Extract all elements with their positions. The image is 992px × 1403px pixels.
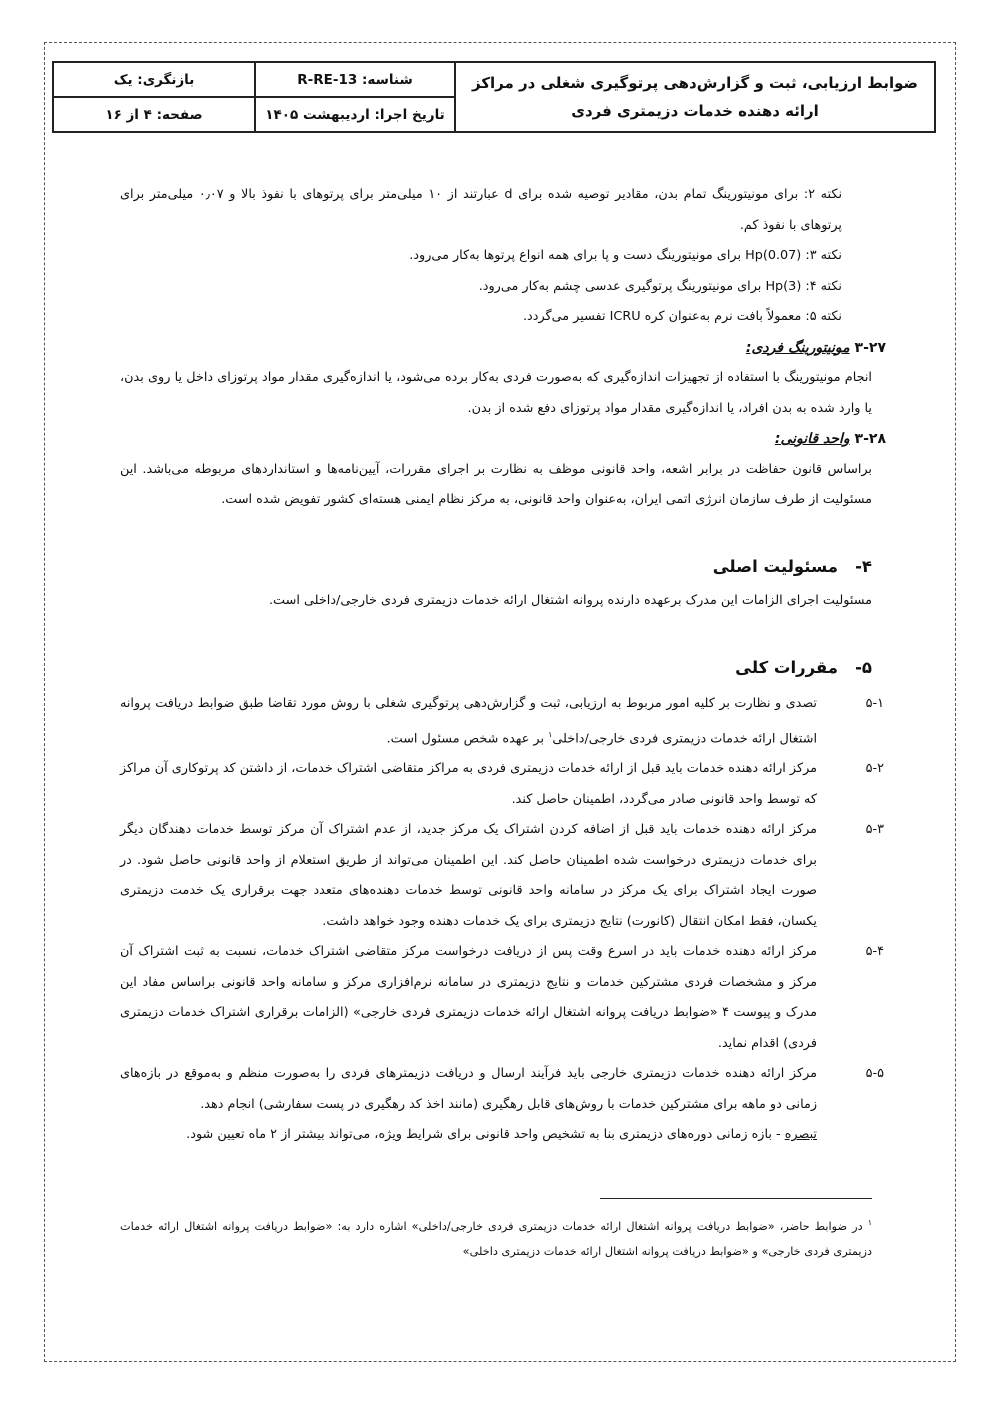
title-line-2: ارائه دهنده خدمات دزیمتری فردی [571, 102, 819, 120]
definition-27-number: ۳-۲۷ [854, 339, 886, 356]
note-5: نکته ۵: معمولاً بافت نرم به‌عنوان کره ICRU تفسیر می‌گردد. [522, 309, 842, 324]
section-4-text: مسئولیت اجرای الزامات این مدرک برعهده دارنده پروانه اشتغال ارائه خدمات دزیمتری فردی خارجی/داخلی است. [268, 593, 872, 608]
clause-text [120, 689, 817, 754]
page-number: صفحه: ۴ از ۱۶ [54, 96, 254, 131]
clause-text-main: تصدی و نظارت بر کلیه امور مربوط به ارزیابی، ثبت و گزارش‌دهی پرتوگیری شغلی با روش مورد تقاضا طبق ضوابط دریافت پروانه اشتغال ارائه خدمات دزیمتری فردی خارجی/داخلی [120, 696, 817, 746]
section-5-number: ۵- [855, 657, 872, 677]
section-4-title: مسئولیت اصلی [712, 556, 838, 576]
footnote-ref[interactable]: ۱ [548, 729, 553, 739]
section-5-heading [120, 653, 872, 684]
clause-5-3 [120, 815, 884, 937]
clause-text [120, 1059, 817, 1151]
footnote-divider [600, 1198, 872, 1199]
note-label: تبصره [784, 1127, 817, 1143]
note-text: - بازه زمانی دوره‌های دزیمتری بنا به تشخیص واحد قانونی برای شرایط ویژه، می‌تواند بیشتر از ۲ ماه تعیین شود. [186, 1127, 785, 1143]
clause-text-end: بر عهده شخص مسئول است. [386, 730, 549, 746]
clause-number: ۵-۵ [865, 1066, 884, 1082]
definition-28-number: ۳-۲۸ [854, 431, 886, 447]
clause-number: ۵-۲ [865, 761, 884, 777]
footnote-text: در ضوابط حاضر، «ضوابط دریافت پروانه اشتغال ارائه خدمات دزیمتری فردی خارجی/داخلی» اشاره دارد به: «ضوابط دریافت پروانه اشتغال ارائه خدمات دزیمتری فردی خارجی» و «ضوابط دریافت پروانه اشتغال ارائه خدمات دزیمتری داخلی» [120, 1219, 872, 1258]
clause-5-2 [120, 754, 884, 815]
clause-number: ۵-۳ [865, 822, 884, 838]
clause-text: مرکز ارائه دهنده خدمات باید قبل از ارائه خدمات دزیمتری فردی به مراکز متقاضی اشتراک خدمات، از داشتن کد پرتوکاری آن مراکز که توسط واحد قانونی صادر می‌گردد، اطمینان حاصل کند. [120, 761, 817, 807]
definition-28-text: براساس قانون حفاظت در برابر اشعه، واحد قانونی موظف به نظارت بر اجرای مقررات، آیین‌نامه‌ها و استانداردهای مربوطه می‌باشد. این مسئولیت از طرف سازمان انرژی اتمی ایران، به‌عنوان واحد قانونی، به مرکز نظام ایمنی هسته‌ای کشور تفویض شده است. [120, 461, 872, 507]
definition-27-title: مونیتورینگ فردی: [745, 339, 850, 356]
clause-text: مرکز ارائه دهنده خدمات باید در اسرع وقت پس از دریافت درخواست مرکز متقاضی اشتراک خدمات، نسبت به ثبت اشتراک آن مرکز و مشخصات فردی مشترکین خدمات و نتایج دزیمتری در سامانه نرم‌افزاری مرکز و سامانه واحد قانونی براساس مفاد این مدرک و پیوست ۴ «ضوابط دریافت پروانه اشتغال ارائه خدمات دزیمتری فردی خارجی» (الزامات برقراری اشتراک خدمات دزیمتری فردی) اقدام نماید. [120, 944, 817, 1051]
header-meta-middle [254, 63, 454, 131]
header-meta-left [54, 63, 254, 131]
revision: بازنگری: یک [113, 71, 195, 88]
note-4: نکته ۴: Hp(3) برای مونیتورینگ پرتوگیری عدسی چشم به‌کار می‌رود. [478, 278, 842, 294]
clause-5-4 [120, 937, 884, 1059]
clause-text-main: مرکز ارائه دهنده خدمات دزیمتری خارجی باید فرآیند ارسال و دریافت دزیمترهای فردی را به‌صورت منظم و به‌موقع در بازه‌های زمانی دو ماهه برای مشترکین خدمات با روش‌های قابل رهگیری (مانند اخذ کد رهگیری در پست سفارشی) انجام دهد. [120, 1066, 817, 1112]
section-4-number: ۴- [855, 556, 872, 576]
clause-number: ۵-۱ [865, 696, 884, 711]
main-content [120, 180, 886, 1151]
document-code: شناسه: R-RE-13 [297, 71, 413, 88]
clause-5-1 [120, 689, 884, 754]
effective-date: تاریخ اجرا: اردیبهشت ۱۴۰۵ [256, 96, 454, 131]
title-line-1: ضوابط ارزیابی، ثبت و گزارش‌دهی پرتوگیری شغلی در مراکز [471, 74, 919, 92]
note-2: نکته ۲: برای مونیتورینگ تمام بدن، مقادیر توصیه شده برای d عبارتند از ۱۰ میلی‌متر برای پرتوهای با نفوذ بالا و ۰٫۰۷ میلی‌متر برای پرتوهای با نفوذ کم. [120, 187, 843, 233]
note-3: نکته ۳: Hp(0.07) برای مونیتورینگ دست و پا برای همه انواع پرتوها به‌کار می‌رود. [409, 248, 842, 263]
clause-number: ۵-۴ [865, 944, 884, 960]
document-header [52, 61, 936, 133]
document-title [454, 63, 934, 131]
definition-28-title: واحد قانونی: [774, 431, 850, 447]
clause-text: مرکز ارائه دهنده خدمات باید قبل از اضافه کردن اشتراک یک مرکز جدید، از عدم اشتراک آن مرکز توسط خدمات دهندگان دیگر برای خدمات دزیمتری درخواست شده اطمینان حاصل کند. این اطمینان می‌تواند از طریق استعلام از واحد قانونی حاصل شود. در صورت ایجاد اشتراک برای یک مرکز در سامانه واحد قانونی توسط خدمات دهنده‌های متعدد جهت برقراری یک خدمت دزیمتری یکسان، فقط امکان انتقال (کانورت) نتایج دزیمتری برای یک خدمات دهنده وجود خواهد داشت. [120, 822, 817, 929]
footnote [120, 1210, 872, 1264]
definition-27-text: انجام مونیتورینگ با استفاده از تجهیزات اندازه‌گیری که به‌صورت فردی به‌کار برده می‌شود، یا اندازه‌گیری مقدار مواد پرتوزای داخل یا روی بدن، یا وارد شده به بدن افراد، یا اندازه‌گیری مقدار مواد پرتوزای دفع شده از بدن. [120, 370, 872, 416]
footnote-mark: ۱ [867, 1218, 872, 1227]
clause-5-5 [120, 1059, 884, 1151]
definition-28-heading [134, 424, 886, 455]
section-4-heading [120, 552, 872, 583]
section-5-title: مقررات کلی [735, 657, 838, 677]
definition-27-heading [134, 333, 886, 364]
